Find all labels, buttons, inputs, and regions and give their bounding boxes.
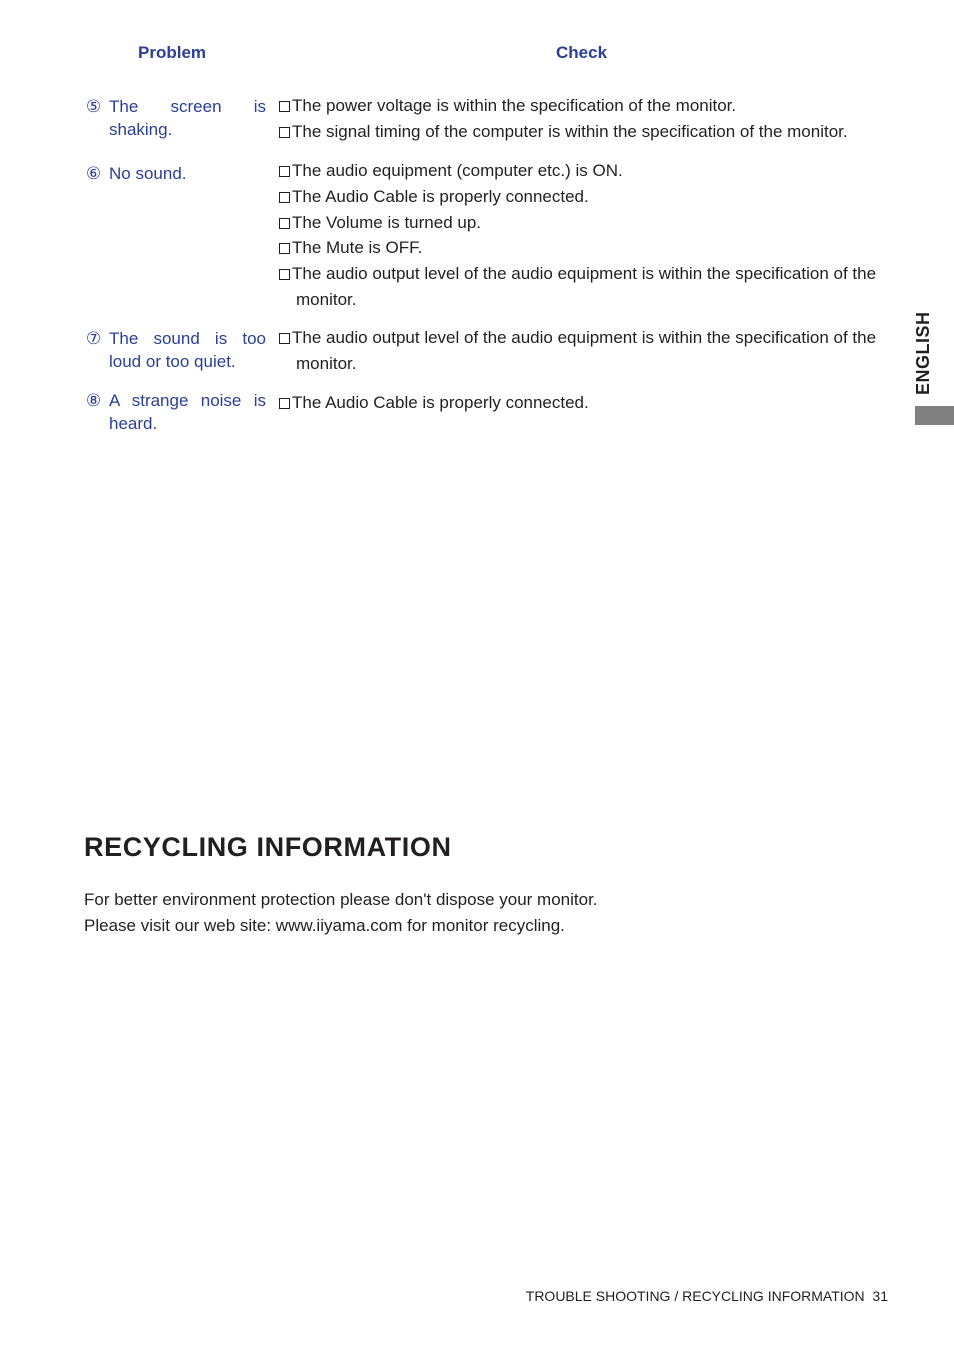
check-item: The power voltage is within the specification of the monitor. <box>277 93 891 119</box>
item-number: ⑧ <box>85 391 102 410</box>
checkbox-icon <box>279 398 290 409</box>
check-item: The Volume is turned up. <box>277 210 891 236</box>
check-list <box>277 93 891 145</box>
problem-text: No sound. <box>109 164 187 183</box>
check-item: The Audio Cable is properly connected. <box>277 184 891 210</box>
checkbox-icon <box>279 243 290 254</box>
recycling-paragraph-line: Please visit our web site: www.iiyama.com for monitor recycling. <box>84 916 565 935</box>
checkbox-icon <box>279 192 290 203</box>
column-header-problem: Problem <box>138 43 207 62</box>
item-number: ⑥ <box>85 164 102 183</box>
check-item: The audio output level of the audio equipment is within the specification of the monitor. <box>277 261 891 313</box>
problem-item <box>84 327 266 373</box>
problem-text: A strange noise is heard. <box>109 391 266 433</box>
language-tab-marker <box>915 406 954 425</box>
checkbox-icon <box>279 101 290 112</box>
problem-item <box>84 162 266 185</box>
language-tab-label: ENGLISH <box>913 311 933 395</box>
problem-item <box>84 95 266 141</box>
check-item: The Mute is OFF. <box>277 235 891 261</box>
checkbox-icon <box>279 218 290 229</box>
problem-text: The screen is shaking. <box>109 97 266 139</box>
item-number: ⑦ <box>85 329 102 348</box>
check-item: The Audio Cable is properly connected. <box>277 390 891 416</box>
problem-item <box>84 389 266 435</box>
check-item: The audio output level of the audio equipment is within the specification of the monitor. <box>277 325 891 377</box>
page-footer: TROUBLE SHOOTING / RECYCLING INFORMATION 31 <box>525 1288 888 1304</box>
problem-text: The sound is too loud or too quiet. <box>109 329 266 371</box>
check-item: The audio equipment (computer etc.) is ON. <box>277 158 891 184</box>
check-item: The signal timing of the computer is within the specification of the monitor. <box>277 119 891 145</box>
checkbox-icon <box>279 127 290 138</box>
checkbox-icon <box>279 269 290 280</box>
checkbox-icon <box>279 333 290 344</box>
check-list <box>277 390 891 416</box>
recycling-paragraph-line: For better environment protection please don't dispose your monitor. <box>84 890 598 909</box>
item-number: ⑤ <box>85 97 102 116</box>
checkbox-icon <box>279 166 290 177</box>
check-list <box>277 158 891 313</box>
column-header-check: Check <box>556 43 608 62</box>
section-title: RECYCLING INFORMATION <box>84 832 452 862</box>
check-list <box>277 325 891 377</box>
